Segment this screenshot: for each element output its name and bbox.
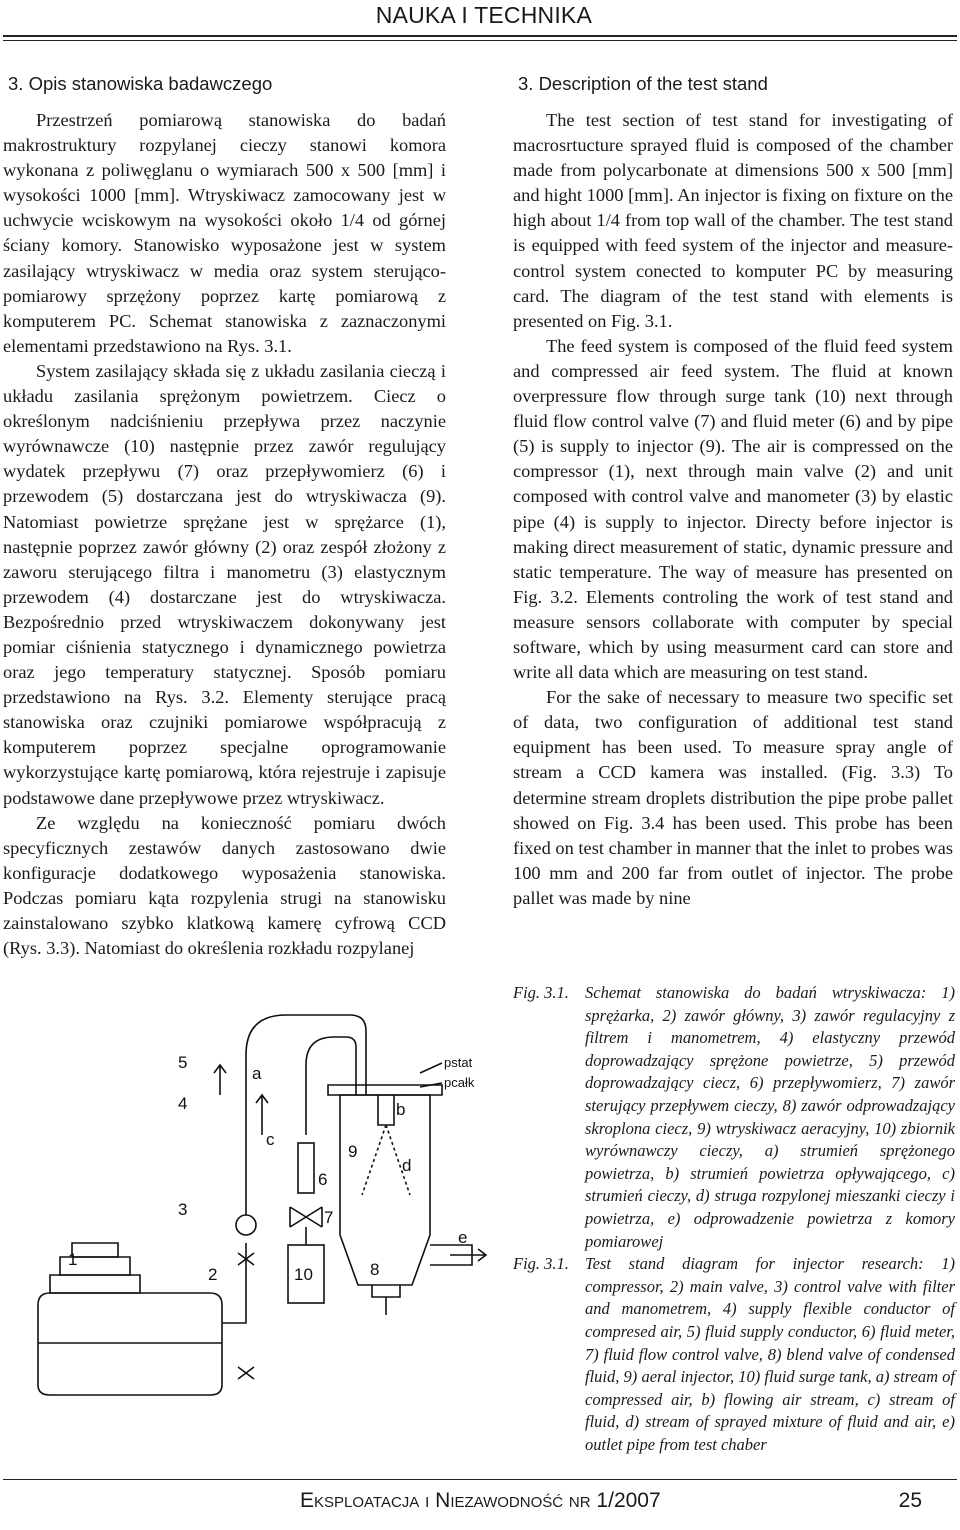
paragraph-pl-1: Przestrzeń pomiarową stanowiska do badań makrostruktury rozpylanej cieczy stanowi komora wykonana z poliwęglanu o wymiarach 500 x 500 [mm] i wysokości 1000 [mm]. Wtryskiwacz zamocowany jest w uchwycie wciskowym na wysokości około 1/4 od górnej ściany komory. Stanowisko wyposażone jest w system zasilający wtryskiwacz w media oraz system sterująco-pomiarowy sprzężony poprzez kartę pomiarową z komputerem PC. Schemat stanowiska z zaznaczonymi elementami przedstawiono na Rys. 3.1. (3, 110, 446, 356)
label-3: 3 (178, 1200, 188, 1219)
main-valve-symbol (238, 1367, 254, 1379)
caption-pl (513, 982, 955, 1253)
page-number: 25 (898, 1489, 922, 1512)
paragraph-en-1: The test section of test stand for investigating of macrosrtucture sprayed fluid is composed of the chamber made from polycarbonate at dimensions 500 x 500 [mm] and hight 1000 [mm]. An injector is fixing on fixture on the high about 1/4 from top wall of the chamber. The test stand is equipped with feed system of the injector and measure-control system conected to komputer PC by measuring card. The diagram of the test stand with elements is presented on Fig. 3.1. (513, 110, 953, 331)
header-rule-thin (3, 40, 957, 41)
air-pipe (222, 1243, 246, 1323)
paragraph-pl-2: System zasilający składa się z układu zasilania cieczą i układu zasilania sprężonym powietrzem. Ciecz o określonym nadciśnieniu przepływa przez naczynie wyrównawcze (10) następnie przez zawór regulujący wydatek przepływu (7) oraz przepływomierz (6) i przewodem (5) dostarczana jest do wtryskiwacza (9). Natomiast powietrze sprężane jest w sprężarce (1), następnie poprzez zawór główny (2) oraz zespół złożony z zaworu sterującego filtra i manometru (3) elastycznym przewodem (4) dostarczane jest do wtryskiwacza. Bezpośrednio przed wtryskiwaczem dokonywany jest pomiar ciśnienia statycznego i dynamicznego powietrza oraz jego temperatury statycznej. Sposób pomiaru przedstawiono na Rys. 3.2. Elementy sterujące pracą stanowiska oraz czujniki pomiarowe współpracują z komputerem poprzez specjalne oprogramowanie wykorzystujące kartę pomiarową, która rejestruje i zapisuje podstawowe dane przepływowe przez wtryskiwacz. (3, 360, 446, 808)
manometer-symbol (236, 1215, 256, 1235)
left-column (3, 70, 446, 961)
pressure-pointer (420, 1063, 442, 1073)
label-4: 4 (178, 1094, 188, 1113)
flowmeter-symbol (298, 1143, 314, 1193)
label-e: e (458, 1228, 468, 1247)
figure-captions (513, 982, 955, 1456)
paragraph-en-3: For the sake of necessary to measure two specific set of data, two configuration of additional test stand equipment has been used. To measure spray angle of stream a CCD kamera was installed. (Fig. 3.3) To determine stream droplets distribution the pipe probe pallet showed on Fig. 3.4 has been used. This probe has been fixed on test chamber in manner that the inlet to probes was 100 mm and 200 far from outlet of injector. The probe pallet was made by nine (513, 687, 953, 908)
injector-symbol (378, 1095, 394, 1125)
footer-rule (3, 1479, 957, 1480)
paragraph-en-2: The feed system is composed of the fluid feed system and compressed air feed system. The fluid at known overpressure flow through surge tank (10) next through fluid flow control valve (7) and fluid meter (6) and by pipe (5) is supply to injector (9). The air is compressed on the compressor (1), next through main valve (2) and unit composed with control valve and manometer (3) by elastic pipe (4) is supply to injector. Directy before injector is making direct measurement of static, dynamic pressure and static temperature. The way of measure has presented on Fig. 3.2. Elements controling the work of test stand and measure sensors collaborate with computer by special software, which by using measurment card can store and write all data which are measuring on test stand. (513, 335, 953, 683)
caption-text: Test stand diagram for injector research: 1) compressor, 2) main valve, 3) control valve with filter and manometrem, 4) supply flexible conductor of compresed air, 5) fluid supply conductor, 6) fluid meter, 7) fluid flow control valve, 8) blend valve of condensed fluid, 9) aeral injector, 10) fluid surge tank, a) stream of compressed air, b) flowing air stream, c) stream of fluid, d) stream of sprayed mixture of fluid and air, e) outlet pipe from test chaber (585, 1254, 955, 1454)
label-a: a (252, 1064, 262, 1083)
label-b: b (396, 1100, 406, 1119)
label-8: 8 (370, 1260, 380, 1279)
label-pstat: pstat (444, 1055, 473, 1070)
right-column (513, 70, 953, 911)
test-stand-diagram (10, 975, 500, 1415)
measurement-chamber (328, 1085, 442, 1315)
section-title-en: 3. Description of the test stand (518, 73, 768, 94)
label-1: 1 (68, 1250, 78, 1269)
caption-label: Fig. 3.1. (513, 1254, 569, 1274)
journal-footer: Eksploatacja i Niezawodność nr 1/2007 (300, 1489, 661, 1512)
arrow-c (256, 1095, 268, 1135)
label-pcalk: pcałk (444, 1075, 475, 1090)
section-title-pl: 3. Opis stanowiska badawczego (8, 73, 273, 94)
arrow-a (214, 1065, 226, 1095)
caption-en (513, 1253, 955, 1456)
running-header: NAUKA I TECHNIKA (375, 2, 592, 28)
label-9: 9 (348, 1142, 358, 1161)
caption-label: Fig. 3.1. (513, 983, 569, 1002)
paragraph-pl-3: Ze względu na konieczność pomiaru dwóch specyficznych zestawów danych zastosowano dwie konfiguracje dodatkowego wyposażenia stanowiska. Podczas pomiaru kąta rozpylenia strugi na stanowisku zainstalowano szybko klatkową kamerę cyfrową CCD (Rys. 3.3). Natomiast do określenia rozkładu rozpylanej (3, 812, 446, 959)
label-c: c (266, 1130, 275, 1149)
label-7: 7 (324, 1208, 334, 1227)
label-5: 5 (178, 1053, 188, 1072)
flow-valve-symbol (290, 1207, 322, 1227)
liquid-pipe (306, 1037, 356, 1135)
label-2: 2 (208, 1265, 218, 1284)
label-10: 10 (294, 1265, 313, 1284)
label-6: 6 (318, 1170, 328, 1189)
label-d: d (402, 1156, 412, 1175)
header-rule (3, 35, 957, 37)
compressor-drawing (38, 1243, 222, 1395)
outlet-arrow (450, 1249, 486, 1261)
caption-text: Schemat stanowiska do badań wtryskiwacza: 1) sprężarka, 2) zawór główny, 3) zawór regulacyjny z filtrem i manometrem, 4) elastyczny przewód doprowadzający sprężone powietrze, 5) przewód doprowadzający ciecz, 6) przepływomierz, 7) zawór sterujący przepływem cieczy, 8) zawór odprowadzający skroplona ciecz, 9) wtryskiwacz aeracyjny, 10) zbiornik wyrównawczy cieczy, a) strumień sprężonego powietrza, b) strumień powietrza opływającego, c) strumień cieczy, d) struga rozpylonej mieszanki cieczy i powietrza, e) odprowadzenie powietrza z komory pomiarowej (585, 983, 955, 1251)
